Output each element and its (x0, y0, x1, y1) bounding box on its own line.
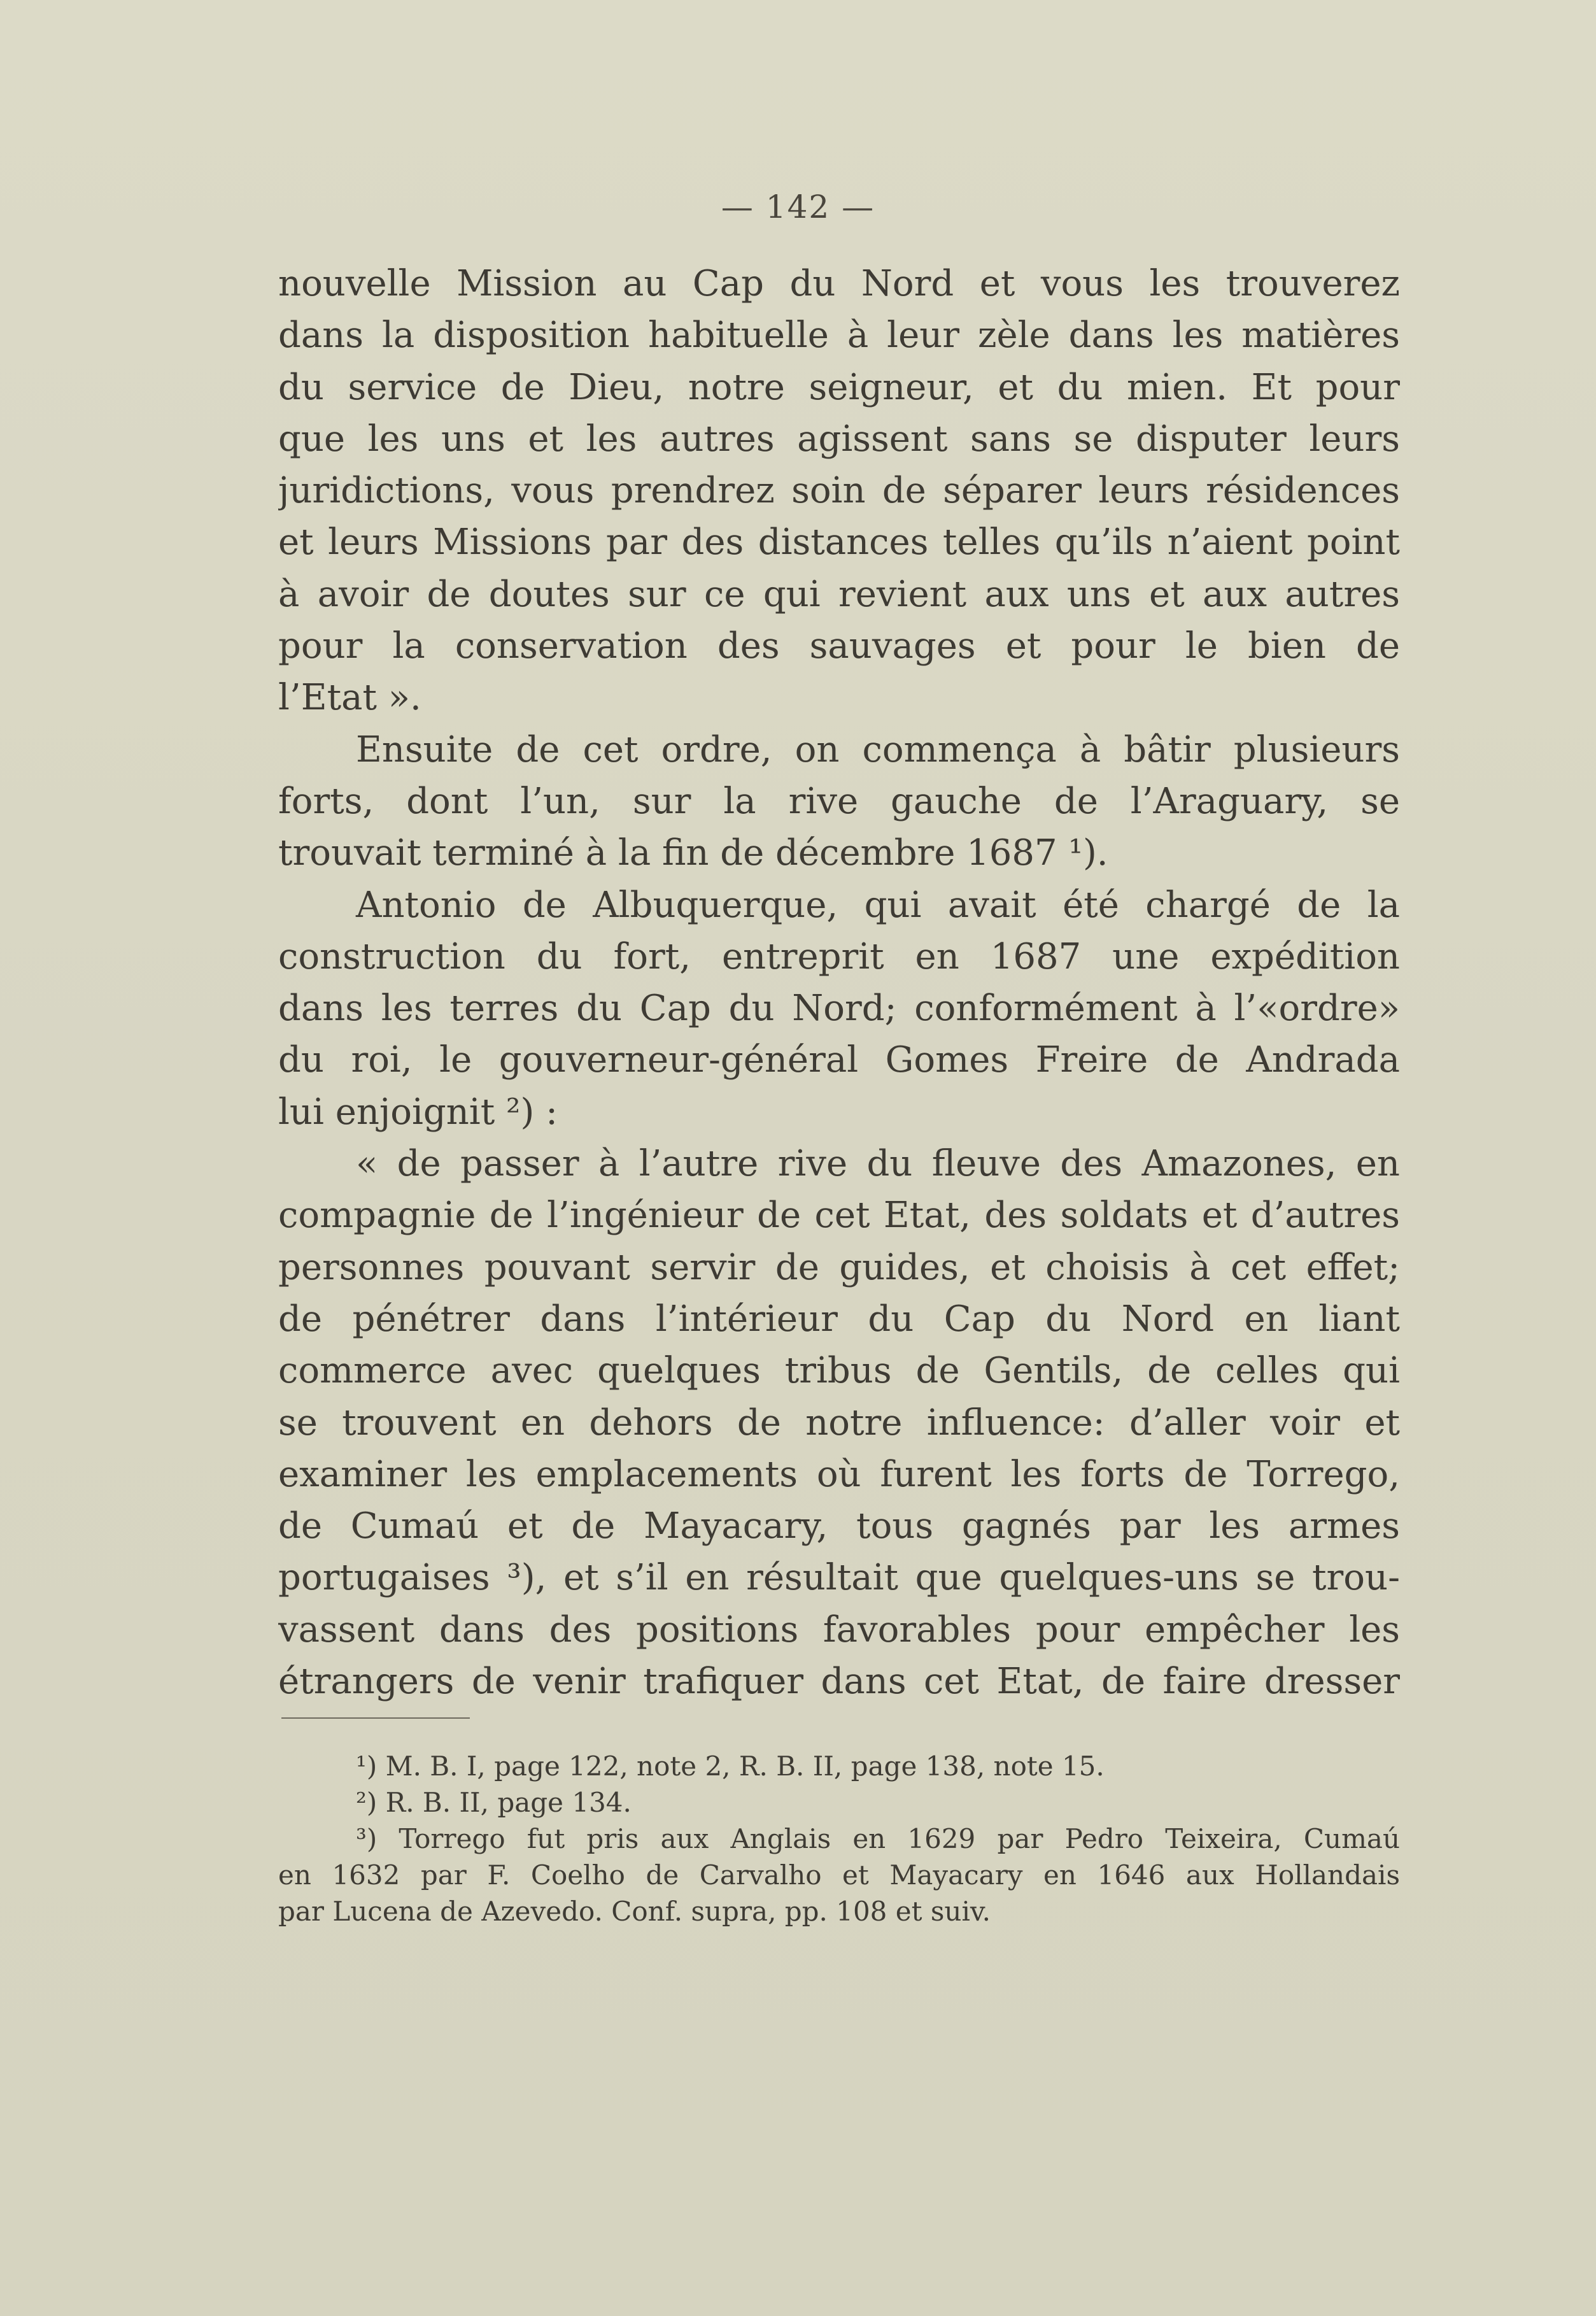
body-line: l’Etat ». (278, 677, 421, 719)
footnotes (278, 1748, 1400, 1929)
body-text (278, 258, 1400, 1707)
body-line: nouvelle Mission au Cap du Nord et vous les trouverez (278, 263, 1400, 304)
body-line: Ensuite de cet ordre, on commença à bâtir plusieurs (356, 728, 1400, 771)
body-line: « de passer à l’autre rive du fleuve des Amazones, en (356, 1143, 1400, 1185)
body-line: que les uns et les autres agissent sans se disputer leurs (278, 418, 1400, 460)
body-line: vassent dans des positions favorables pour empêcher les (278, 1609, 1400, 1651)
body-line: personnes pouvant servir de guides, et choisis à cet effet; (278, 1246, 1400, 1288)
body-line: portugaises ³), et s’il en résultait que quelques-uns se trou- (278, 1557, 1400, 1599)
body-line: forts, dont l’un, sur la rive gauche de l’Araguary, se (278, 780, 1400, 822)
body-line: se trouvent en dehors de notre influence: d’aller voir et (278, 1402, 1400, 1444)
body-line: juridictions, vous prendrez soin de séparer leurs résidences (278, 470, 1400, 512)
body-line: Antonio de Albuquerque, qui avait été chargé de la (356, 884, 1400, 926)
body-line: compagnie de l’ingénieur de cet Etat, des soldats et d’autres (278, 1195, 1400, 1237)
body-line: de Cumaú et de Mayacary, tous gagnés par les armes (278, 1505, 1400, 1547)
body-line: dans les terres du Cap du Nord; conformément à l’«ordre» (278, 988, 1400, 1030)
page-number: — 142 — (721, 188, 875, 225)
footnote-line: ¹) M. B. I, page 122, note 2, R. B. II, page 138, note 15. (356, 1751, 1105, 1782)
body-line: étrangers de venir trafiquer dans cet Etat, de faire dresser (278, 1661, 1400, 1703)
body-line: et leurs Missions par des distances telles qu’ils n’aient point (278, 522, 1400, 564)
body-line: à avoir de doutes sur ce qui revient aux uns et aux autres (278, 573, 1400, 615)
footnote-divider (281, 1717, 470, 1719)
footnote-line: ²) R. B. II, page 134. (356, 1787, 632, 1818)
footnote-line: ³) Torrego fut pris aux Anglais en 1629 par Pedro Teixeira, Cumaú (356, 1823, 1400, 1854)
body-line: dans la disposition habituelle à leur zèle dans les matières (278, 315, 1400, 357)
body-line: de pénétrer dans l’intérieur du Cap du Nord en liant (278, 1298, 1400, 1340)
body-line: pour la conservation des sauvages et pour le bien de (278, 625, 1400, 667)
body-line: du service de Dieu, notre seigneur, et du mien. Et pour (278, 366, 1400, 408)
body-line: lui enjoignit ²) : (278, 1091, 558, 1133)
body-line: trouvait terminé à la fin de décembre 1687 ¹). (278, 832, 1108, 874)
body-line: du roi, le gouverneur-général Gomes Freire de Andrada (278, 1039, 1400, 1081)
footnote-line: en 1632 par F. Coelho de Carvalho et Mayacary en 1646 aux Hollandais (278, 1859, 1400, 1891)
footnote-line: par Lucena de Azevedo. Conf. supra, pp. 108 et suiv. (278, 1896, 991, 1927)
body-line: construction du fort, entreprit en 1687 une expédition (278, 935, 1400, 977)
body-line: examiner les emplacements où furent les forts de Torrego, (278, 1453, 1400, 1495)
body-line: commerce avec quelques tribus de Gentils, de celles qui (278, 1350, 1400, 1392)
